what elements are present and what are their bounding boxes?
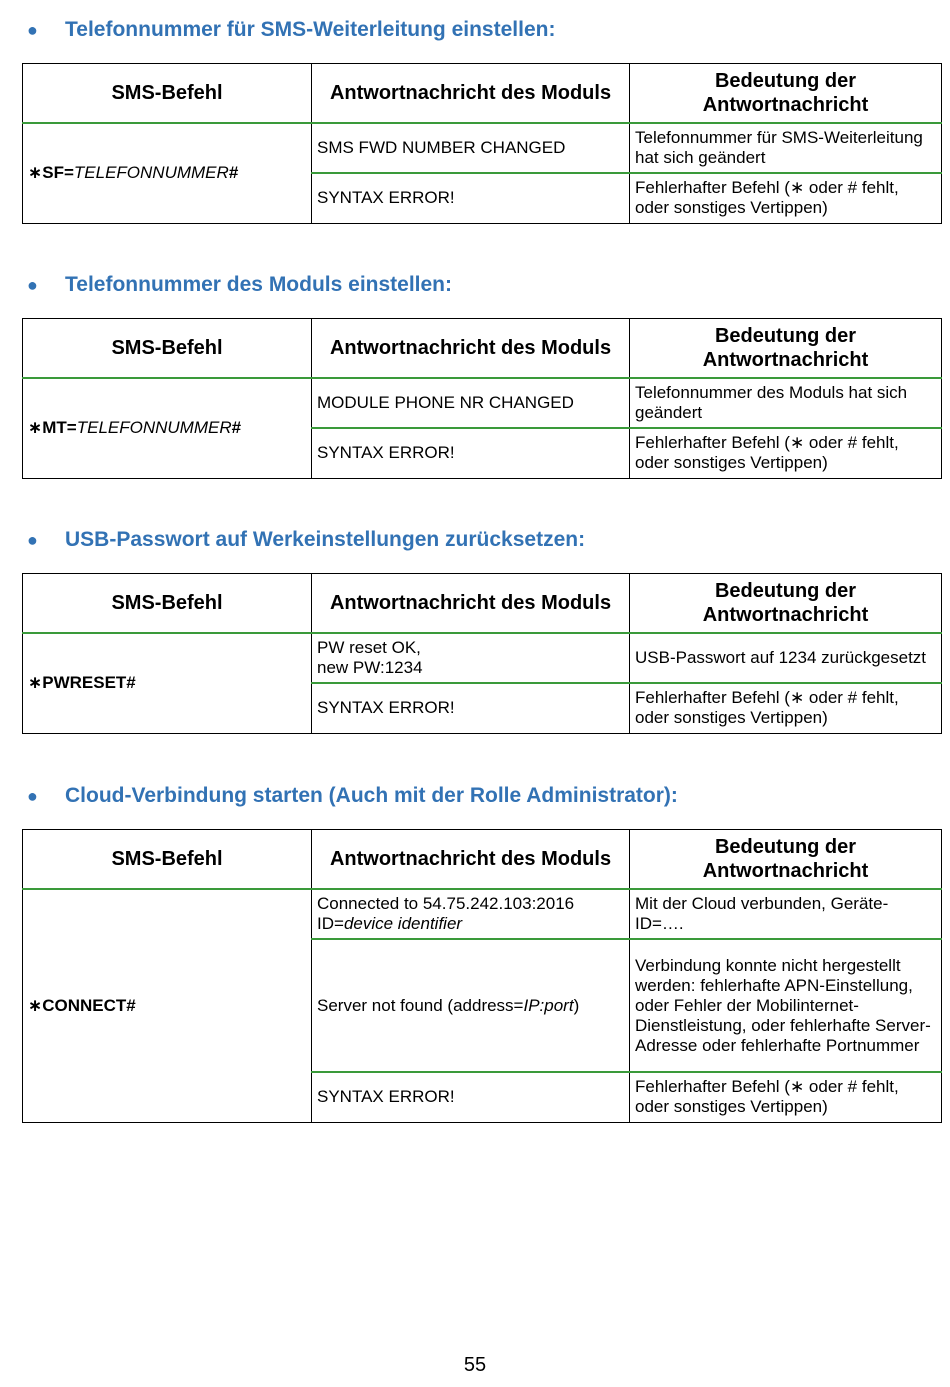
reply-cell: MODULE PHONE NR CHANGED xyxy=(312,378,630,428)
reply-cell: PW reset OK, new PW:1234 xyxy=(312,633,630,683)
header-bedeutung: Bedeutung der Antwortnachricht xyxy=(630,830,942,890)
reply-cell: SYNTAX ERROR! xyxy=(312,1072,630,1122)
reply-cell: SYNTAX ERROR! xyxy=(312,428,630,478)
section-heading xyxy=(22,271,941,299)
header-sms-befehl: SMS-Befehl xyxy=(23,319,312,379)
command-cell: ∗SF=TELEFONNUMMER# xyxy=(23,123,312,223)
section-sms-forwarding xyxy=(22,16,941,224)
command-cell: ∗MT=TELEFONNUMMER# xyxy=(23,378,312,478)
reply-cell: Connected to 54.75.242.103:2016 ID=device identifier xyxy=(312,889,630,939)
table-row xyxy=(23,889,942,939)
heading-text: Telefonnummer für SMS-Weiterleitung einstellen: xyxy=(65,18,556,41)
reply-cell: SMS FWD NUMBER CHANGED xyxy=(312,123,630,173)
reply-cell: Server not found (address=IP:port) xyxy=(312,939,630,1072)
header-sms-befehl: SMS-Befehl xyxy=(23,574,312,634)
meaning-cell: Mit der Cloud verbunden, Geräte-ID=…. xyxy=(630,889,942,939)
header-antwort: Antwortnachricht des Moduls xyxy=(312,319,630,379)
command-cell: ∗PWRESET# xyxy=(23,633,312,733)
meaning-cell: Telefonnummer für SMS-Weiterleitung hat sich geändert xyxy=(630,123,942,173)
section-heading xyxy=(22,782,941,810)
heading-text: Telefonnummer des Moduls einstellen: xyxy=(65,273,453,296)
heading-text: Cloud-Verbindung starten (Auch mit der Rolle Administrator): xyxy=(65,784,678,807)
table-row xyxy=(23,633,942,683)
table-row xyxy=(23,378,942,428)
bullet-icon: ● xyxy=(27,274,38,295)
section-pw-reset xyxy=(22,526,941,734)
command-table xyxy=(22,573,942,734)
bullet-icon: ● xyxy=(27,529,38,550)
section-cloud-connect xyxy=(22,782,941,1123)
section-heading xyxy=(22,526,941,554)
header-bedeutung: Bedeutung der Antwortnachricht xyxy=(630,64,942,124)
command-table xyxy=(22,63,942,224)
meaning-cell: Fehlerhafter Befehl (∗ oder # fehlt, oder sonstiges Vertippen) xyxy=(630,683,942,733)
header-bedeutung: Bedeutung der Antwortnachricht xyxy=(630,319,942,379)
command-table xyxy=(22,318,942,479)
reply-cell: SYNTAX ERROR! xyxy=(312,173,630,223)
section-heading xyxy=(22,16,941,44)
meaning-cell: Fehlerhafter Befehl (∗ oder # fehlt, oder sonstiges Vertippen) xyxy=(630,428,942,478)
header-sms-befehl: SMS-Befehl xyxy=(23,64,312,124)
page-number: 55 xyxy=(463,1354,487,1376)
header-bedeutung: Bedeutung der Antwortnachricht xyxy=(630,574,942,634)
bullet-icon: ● xyxy=(27,19,38,40)
command-table xyxy=(22,829,942,1123)
header-antwort: Antwortnachricht des Moduls xyxy=(312,830,630,890)
header-antwort: Antwortnachricht des Moduls xyxy=(312,64,630,124)
header-sms-befehl: SMS-Befehl xyxy=(23,830,312,890)
meaning-cell: USB-Passwort auf 1234 zurückgesetzt xyxy=(630,633,942,683)
meaning-cell: Fehlerhafter Befehl (∗ oder # fehlt, oder sonstiges Vertippen) xyxy=(630,173,942,223)
bullet-icon: ● xyxy=(27,785,38,806)
heading-text: USB-Passwort auf Werkeinstellungen zurücksetzen: xyxy=(65,528,586,551)
table-row xyxy=(23,123,942,173)
reply-cell: SYNTAX ERROR! xyxy=(312,683,630,733)
command-cell: ∗CONNECT# xyxy=(23,889,312,1122)
header-antwort: Antwortnachricht des Moduls xyxy=(312,574,630,634)
meaning-cell: Verbindung konnte nicht hergestellt werden: fehlerhafte APN-Einstellung, oder Fehler der Mobilinternet-Dienstleistung, oder fehlerhafte Server-Adresse oder fehlerhafte Portnummer xyxy=(630,939,942,1072)
meaning-cell: Telefonnummer des Moduls hat sich geändert xyxy=(630,378,942,428)
section-module-phone xyxy=(22,271,941,479)
meaning-cell: Fehlerhafter Befehl (∗ oder # fehlt, oder sonstiges Vertippen) xyxy=(630,1072,942,1122)
